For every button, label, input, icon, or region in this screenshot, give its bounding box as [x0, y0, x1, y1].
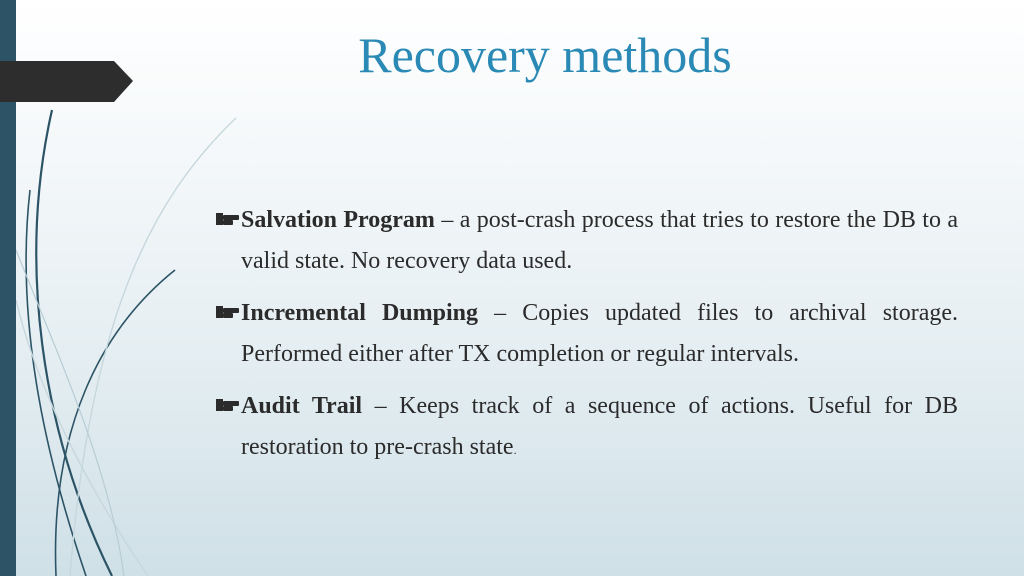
bullet-item — [216, 293, 958, 375]
bullet-text: – a post-crash process that tries to restore the DB to a valid state. No recovery data used. — [241, 207, 959, 274]
bullet-trailing-period: . — [513, 443, 517, 457]
bullet-term: Audit Trail — [241, 393, 363, 419]
hand-pointer-icon — [216, 305, 240, 319]
bullet-text: – Keeps track of a sequence of actions. Useful for DB restoration to pre-crash state — [241, 393, 958, 460]
bullet-item — [216, 200, 958, 282]
bullet-list — [216, 200, 958, 482]
hand-pointer-icon — [216, 212, 240, 226]
bullet-term: Incremental Dumping — [241, 300, 479, 326]
hand-pointer-icon — [216, 398, 240, 412]
slide-title: Recovery methods — [358, 27, 732, 83]
title-tab-shape — [0, 0, 140, 104]
bullet-term: Salvation Program — [241, 207, 435, 233]
bullet-item — [216, 386, 958, 471]
bullet-text: – Copies updated files to archival storage. Performed either after TX completion or regular intervals. — [241, 300, 958, 367]
